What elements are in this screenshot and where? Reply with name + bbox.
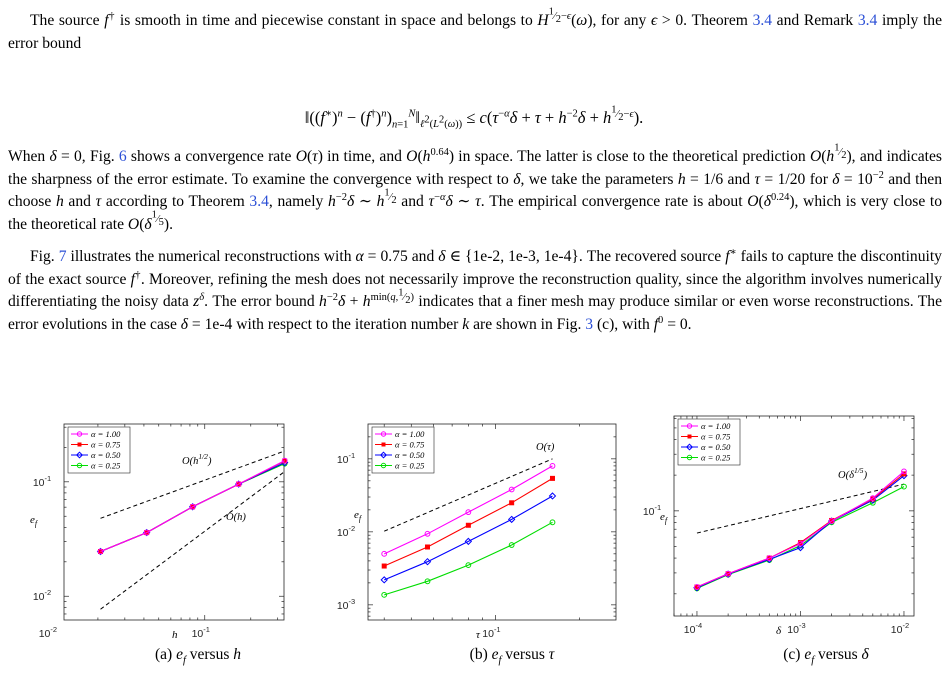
y-tick-label: $10^{-2}$ [32,588,52,604]
legend-label: α = 0.50 [395,450,425,460]
legend-marker [78,443,82,447]
data-point [382,551,387,556]
x-tick-label: $10^{-1}$ [191,625,210,640]
figure-7-link[interactable]: 7 [58,248,67,265]
legend-label: α = 1.00 [701,421,731,431]
plot-c-ef-vs-delta [632,412,948,644]
plot-b-ef-vs-tau [316,412,632,644]
legend-label: α = 0.25 [91,460,121,471]
reference-line [697,484,904,533]
data-point [425,545,429,549]
legend-label: α = 0.75 [395,439,425,450]
remark-link[interactable]: 3.4 [857,12,878,29]
legend-label: α = 0.75 [91,439,121,450]
data-point [466,523,470,527]
legend-label: α = 1.00 [91,429,121,439]
legend-label: α = 0.25 [395,460,425,471]
x-tick-label: $10^{-2}$ [890,621,910,636]
y-axis-label: $e_f$ [660,511,668,525]
figure-6-link[interactable]: 6 [118,148,127,165]
legend-label: α = 0.50 [701,442,731,452]
series-line [384,478,552,566]
x-axis-label: τ [476,629,480,641]
y-tick-label: $10^{-1}$ [642,502,662,518]
reference-line-label: O(τ) [536,442,555,453]
legend-label: α = 0.50 [91,450,121,460]
plot-a-ef-vs-h [0,412,316,644]
y-tick-label: $10^{-1}$ [32,473,52,489]
series-line [384,522,552,595]
reference-line-label: $O(\delta^{1/5})$ [838,466,868,481]
data-point [902,484,907,489]
series-line [697,474,904,587]
reference-line-label: O(h) [226,512,246,523]
caption-c: (c) $e_f$ versus δ [783,646,869,667]
data-point [381,577,387,583]
reference-line-label: $O(h^{1/2})$ [182,452,212,467]
x-axis-label: h [172,629,178,641]
legend-label: α = 1.00 [395,429,425,439]
legend-label: α = 0.25 [701,452,731,463]
data-point [382,564,386,568]
theorem-link[interactable]: 3.4 [752,12,773,29]
x-tick-label: $10^{-2}$ [38,625,58,640]
caption-a: (a) $e_f$ versus h [155,646,241,667]
error-bound-equation: $‖((f^∗)^n$ − $(f^\dagger)^n)_{n=1}^N‖_{\ell^2(L^2(\omega))} \le c(\tau^{-\alpha}\delta + \tau + h^{-2}\delta + h^{^1⁄_2-\epsilon})$. [304,104,644,131]
data-point [509,501,513,505]
series-line [697,471,904,587]
y-tick-label: $10^{-3}$ [336,596,356,612]
x-tick-label: $10^{-4}$ [683,621,703,636]
legend-label: α = 0.75 [701,431,731,442]
legend-marker [688,435,692,439]
figure-3-link[interactable]: 3 [585,315,594,333]
y-axis-label: $e_f$ [354,509,362,523]
y-tick-label: $10^{-2}$ [336,523,356,539]
x-axis-label: δ [776,625,782,637]
x-tick-label: $10^{-3}$ [787,621,806,636]
caption-b: (b) $e_f$ versus τ [469,646,555,667]
x-tick-label: $10^{-1}$ [482,625,501,640]
y-axis-label: $e_f$ [30,514,38,528]
paragraph-3: Fig. 7 illustrates the numerical reconstructions with α = 0.75 and δ ∈ {1e-2, 1e-3, 1e-4}. The recovered source f∗ fails to capture the discontinuity of the exact source f†. Moreover, refining the mesh does not necessarily improve the reconstruction quality, since the algorithm involves numerically differentiating the noisy data $z^\delta$. The error bound $h^{-2}\delta + h^{min(q,^1⁄_2)}$ indicates that a finer mesh may produce similar or even worse reconstructions. The error evolutions in the case δ = 1e-4 with respect to the iteration number k are shown in Fig. 3 (c), with $f^0 = 0$. [8,246,943,333]
paragraph-2: When δ = 0, Fig. 6 shows a convergence rate O(τ) in time, and $O(h^{0.64})$ in space. The latter is close to the theoretical prediction $O(h^{^1⁄_2})$, and indicates the sharpness of the error estimate. To examine the convergence with respect to δ, we take the parameters h = 1/6 and τ = 1/20 for $\delta = 10^{-2}$ and then choose h and τ according to Theorem 3.4, namely $h^{-2}\delta$ ∼ $h^{^1⁄_2}$ and $\tau^{-\alpha}\delta$ ∼ τ. The empirical convergence rate is about $O(\delta^{0.24})$, which is very close to the theoretical rate $O(\delta^{^1⁄_5})$. [8,142,943,233]
theorem-link-2[interactable]: 3.4 [249,193,269,210]
legend-marker [382,443,386,447]
data-point [549,493,555,499]
y-tick-label: $10^{-1}$ [336,450,356,466]
data-point [550,476,554,480]
paragraph-1: The source f† is smooth in time and piecewise constant in space and belongs to $H^{^1⁄_2-\epsilon}(\omega)$, for any ϵ > 0. Theorem 3.4 and Remark 3.4 imply the error bound [8,6,943,52]
